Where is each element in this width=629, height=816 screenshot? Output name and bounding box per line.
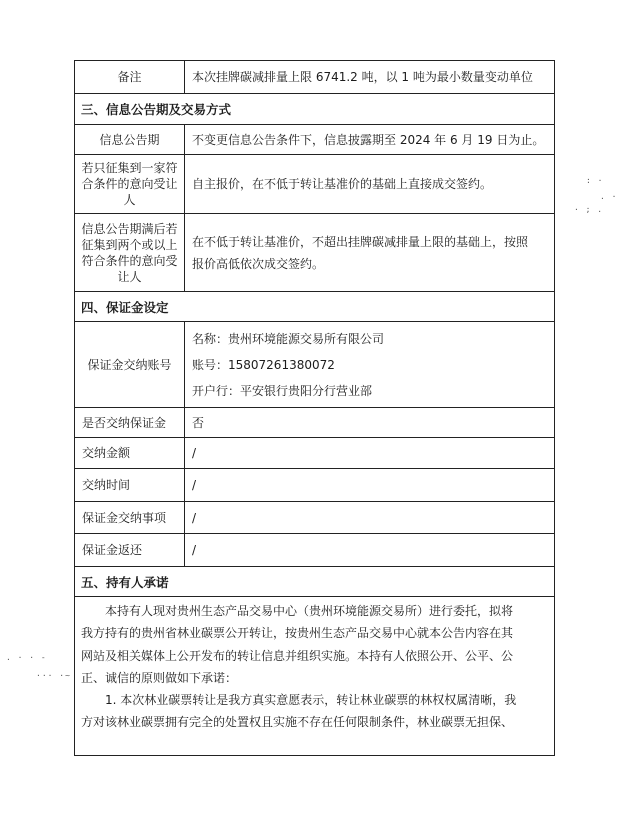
deposit-matters-row: [75, 501, 554, 533]
single-bidder-row: [75, 154, 554, 213]
single-bidder-label: 若只征集到一家符合条件的意向受让人: [75, 155, 185, 213]
deposit-refund-row: [75, 533, 554, 566]
disclosure-period-label: 信息公告期: [75, 125, 185, 154]
deposit-amount-row: [75, 437, 554, 468]
scan-speck: ··· ·~: [36, 671, 71, 680]
account-bank-line: 开户行：平安银行贵阳分行营业部: [192, 383, 373, 398]
section3-title: 三、信息公告期及交易方式: [75, 93, 554, 124]
account-number-line: 账号：15807261380072: [192, 357, 335, 372]
scan-speck: . · · -: [6, 653, 47, 662]
remark-value: 本次挂牌碳减排量上限 6741.2 吨，以 1 吨为最小数量变动单位: [192, 70, 533, 84]
commitment-line: 正、诚信的原则做如下承诺：: [81, 670, 238, 685]
deposit-time-label: 交纳时间: [75, 469, 185, 501]
deposit-refund-value: /: [192, 543, 197, 557]
deposit-time-row: [75, 468, 554, 501]
scan-speck: · ; .: [574, 205, 604, 214]
deposit-required-label: 是否交纳保证金: [75, 408, 185, 437]
section5-title: 五、持有人承诺: [75, 566, 554, 596]
deposit-account-row: [75, 321, 554, 407]
deposit-matters-label: 保证金交纳事项: [75, 502, 185, 533]
deposit-time-value: /: [192, 478, 197, 492]
disclosure-period-row: [75, 124, 554, 154]
document-table: [74, 60, 555, 756]
multiple-bidders-label: 信息公告期满后若征集到两个或以上符合条件的意向受让人: [75, 214, 185, 291]
deposit-required-row: [75, 407, 554, 437]
commitment-body: [75, 596, 554, 755]
remark-label: 备注: [75, 61, 185, 93]
deposit-matters-value: /: [192, 510, 197, 525]
commitment-line: 网站及相关媒体上公开发布的转让信息并组织实施。本持有人依照公开、公平、公: [81, 648, 514, 663]
commitment-line: 我方持有的贵州省林业碳票公开转让，按贵州生态产品交易中心就本公告内容在其: [81, 626, 514, 641]
deposit-required-value: 否: [192, 415, 205, 430]
deposit-amount-label: 交纳金额: [75, 438, 185, 468]
scan-speck: : ·: [586, 176, 604, 185]
deposit-account-label: 保证金交纳账号: [75, 322, 185, 407]
scan-speck: . ·: [600, 192, 618, 201]
deposit-amount-value: /: [192, 446, 197, 460]
deposit-account-value: [185, 322, 554, 407]
commitment-line: 本持有人现对贵州生态产品交易中心（贵州环境能源交易所）进行委托，拟将: [105, 604, 514, 618]
commitment-line: 方对该林业碳票拥有完全的处置权且实施不存在任何限制条件，林业碳票无担保、: [81, 715, 514, 730]
multiple-bidders-value: [185, 214, 554, 291]
section4-title: 四、保证金设定: [75, 291, 554, 321]
commitment-line: 1. 本次林业碳票转让是我方真实意愿表示，转让林业碳票的林权权属清晰，我: [105, 693, 517, 708]
single-bidder-value: 自主报价，在不低于转让基准价的基础上直接成交签约。: [192, 177, 493, 191]
multiple-bidders-row: [75, 213, 554, 291]
account-name-line: 名称：贵州环境能源交易所有限公司: [192, 331, 385, 346]
remark-row: [75, 60, 554, 93]
disclosure-period-value: 不变更信息公告条件下，信息披露期至 2024 年 6 月 19 日为止。: [192, 132, 545, 147]
multiple-bidders-line: 在不低于转让基准价，不超出挂牌碳减排量上限的基础上，按照: [192, 234, 529, 249]
multiple-bidders-line: 报价高低依次成交签约。: [192, 256, 325, 271]
deposit-refund-label: 保证金返还: [75, 534, 185, 566]
